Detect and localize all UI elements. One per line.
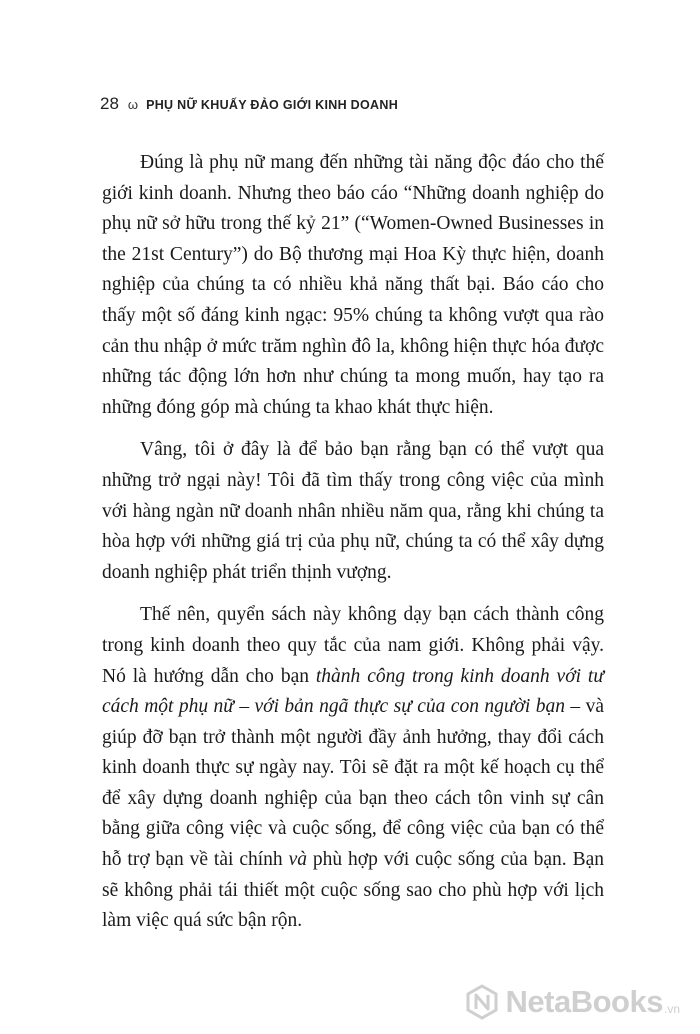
paragraph xyxy=(102,435,604,588)
watermark xyxy=(464,984,680,1020)
page-body xyxy=(102,148,604,949)
text-run: Vâng, tôi ở đây là để bảo bạn rằng bạn có thể vượt qua những trở ngại này! Tôi đã tìm thấy trong công việc của mình với hàng ngàn nữ doanh nhân nhiều năm qua, rằng khi chúng ta hòa hợp với những giá trị của phụ nữ, chúng ta có thể xây dựng doanh nghiệp phát triển thịnh vượng. xyxy=(102,439,604,583)
watermark-text: NetaBooks xyxy=(505,984,663,1019)
text-run: Đúng là phụ nữ mang đến những tài năng độc đáo cho thế giới kinh doanh. Nhưng theo báo cáo “Những doanh nghiệp do phụ nữ sở hữu trong thế kỷ 21” (“Women-Owned Businesses in the 21st Century”) do Bộ thương mại Hoa Kỳ thực hiện, doanh nghiệp của chúng ta có nhiều khả năng thất bại. Báo cáo cho thấy một số đáng kinh ngạc: 95% chúng ta không vượt qua rào cản thu nhập ở mức trăm nghìn đô la, không hiện thực hóa được những tác động lớn hơn như chúng ta mong muốn, hay tạo ra những đóng góp mà chúng ta khao khát thực hiện. xyxy=(102,152,604,418)
italic-text-run: thành công trong kinh doanh với tư cách một phụ nữ – với bản ngã thực sự của con người bạn xyxy=(102,665,604,718)
running-header xyxy=(100,94,398,114)
paragraph xyxy=(102,600,604,937)
text-run: phù hợp với cuộc sống của bạn. Bạn sẽ không phải tái thiết một cuộc sống sao cho phù hợp với lịch làm việc quá sức bận rộn. xyxy=(102,849,604,932)
italic-text-run: và xyxy=(288,849,307,871)
page-number: 28 xyxy=(100,94,119,113)
watermark-tld: .vn xyxy=(663,1002,680,1016)
text-run: – và giúp đỡ bạn trở thành một người đầy ảnh hưởng, thay đổi cách kinh doanh thực sự ngày nay. Tôi sẽ đặt ra một kế hoạch cụ thể để xây dựng doanh nghiệp của bạn theo cách tôn vinh sự cân bằng giữa công việc và cuộc sống, để công việc của bạn có thể hỗ trợ bạn về tài chính xyxy=(102,696,604,871)
ornament-icon: ω xyxy=(127,97,139,112)
paragraph xyxy=(102,148,604,423)
netabooks-logo-icon xyxy=(464,984,500,1020)
text-run: Thế nên, quyển sách này không dạy bạn cách thành công trong kinh doanh theo quy tắc của nam giới. Không phải vậy. Nó là hướng dẫn cho bạn xyxy=(102,604,604,687)
running-title: PHỤ NỮ KHUẤY ĐẢO GIỚI KINH DOANH xyxy=(146,98,399,112)
